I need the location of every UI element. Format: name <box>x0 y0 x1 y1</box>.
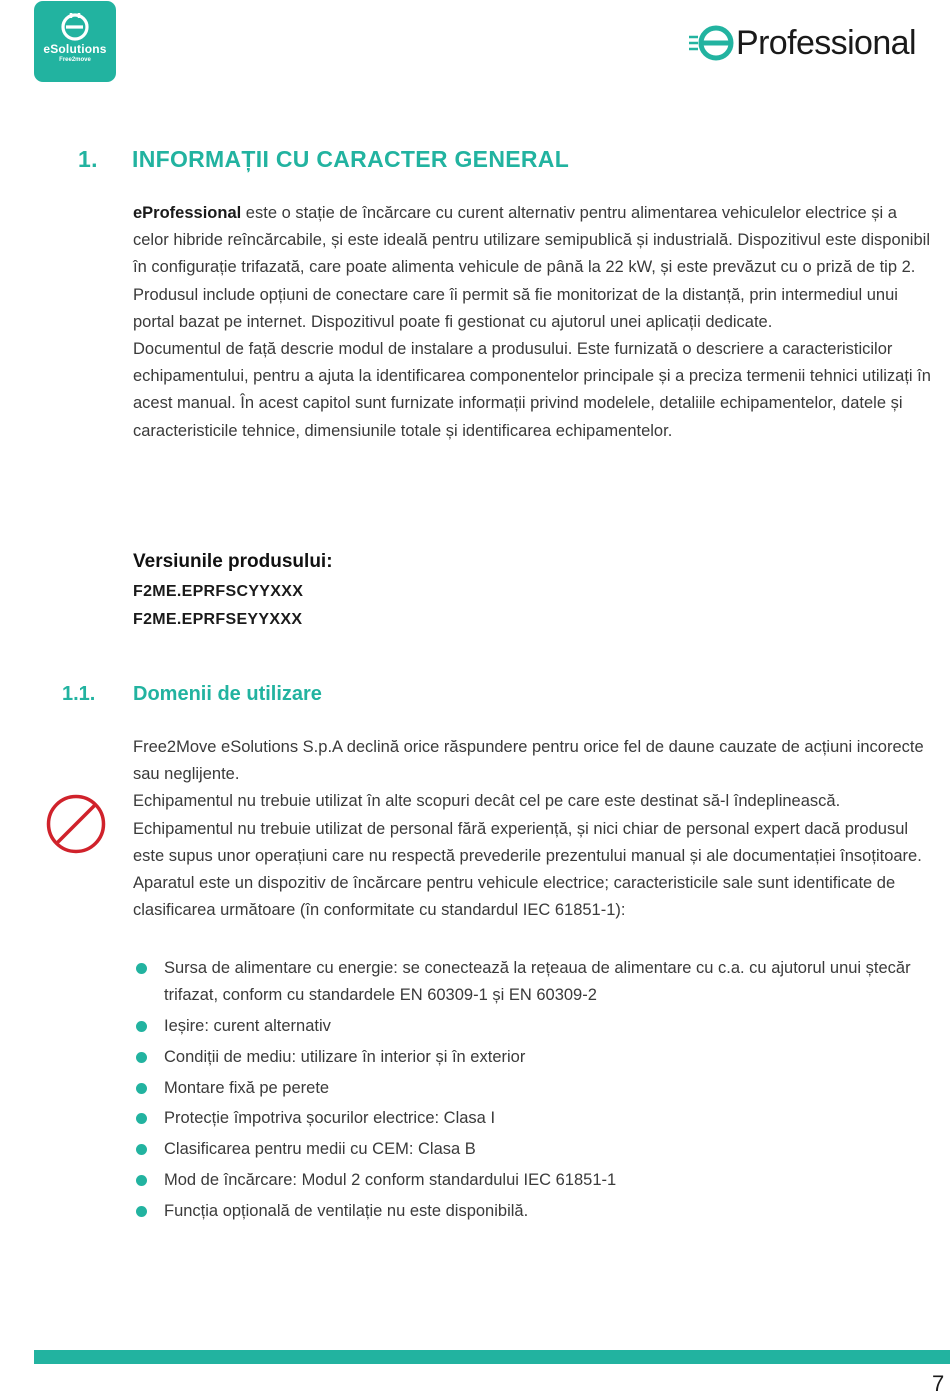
usage-text <box>133 734 933 924</box>
list-item-text: Condiții de mediu: utilizare în interior și în exterior <box>164 1047 526 1066</box>
bullet-icon <box>136 963 147 974</box>
personnel-paragraph: Echipamentul nu trebuie utilizat de personal fără experiență, și nici chiar de personal expert dacă produsul este supus unor operațiuni care nu respectă prevederile prezentului manual și ale documentației însoțitoare. <box>133 819 922 865</box>
versions-title: Versiunile produsului: <box>133 551 333 572</box>
list-item <box>133 1075 933 1102</box>
connectivity-paragraph: Produsul include opțiuni de conectare care îi permit să fie monitorizat de la distanță, prin intermediul unui portal bazat pe internet. Dispozitivul poate fi gestionat cu ajutorul unei aplicații dedicate. <box>133 285 898 331</box>
free2move-logo-text: Free2move <box>59 57 91 63</box>
list-item-text: Clasificarea pentru medii cu CEM: Clasa B <box>164 1140 476 1159</box>
classification-paragraph: Aparatul este un dispozitiv de încărcare pentru vehicule electrice; caracteristicile sale sunt identificate de clasificarea următoare (în conformitate cu standardul IEC 61851-1): <box>133 874 896 920</box>
subsection-heading <box>62 683 322 706</box>
list-item-text: Montare fixă pe perete <box>164 1078 330 1097</box>
section-heading <box>78 146 569 173</box>
section-title: INFORMAȚII CU CARACTER GENERAL <box>132 146 570 172</box>
esolutions-logo <box>34 1 116 82</box>
list-item <box>133 1044 933 1071</box>
list-item-text: Mod de încărcare: Modul 2 conform standardului IEC 61851-1 <box>164 1170 617 1189</box>
list-item-text: Protecție împotriva șocurilor electrice: Clasa I <box>164 1109 496 1128</box>
bullet-icon <box>136 1175 147 1186</box>
document-scope-paragraph: Documentul de față descrie modul de instalare a produsului. Este furnizată o descriere a caracteristicilor echipamentului, pentru a ajuta la identificarea componentelor principale și a preciza termenii tehnici utilizați în acest manual. În acest capitol sunt furnizate informații privind modelele, detaliile echipamentelor, datele și caracteristicile tehnice, dimensiunile totale și identificarea echipamentelor. <box>133 340 931 440</box>
intro-paragraph-rest: este o stație de încărcare cu curent alternativ pentru alimentarea vehiculelor electrice și a celor hibride reîncărcabile, și este ideală pentru utilizare semipublică și industrială. Dispozitivul este disponibil în configurație trifazată, care poate alimenta vehicule de până la 22 kW, și este prevăzut cu o priză de tip 2. <box>133 204 930 277</box>
bullet-icon <box>136 1206 147 1217</box>
list-item-text: Funcția opțională de ventilație nu este disponibilă. <box>164 1201 529 1220</box>
intro-paragraph <box>133 200 933 282</box>
classification-list <box>133 955 933 1229</box>
plug-e-logo-icon <box>58 11 92 41</box>
list-item-text: Sursa de alimentare cu energie: se conectează la rețeaua de alimentare cu c.a. cu ajutorul unui ștecăr trifazat, conform cu standardele EN 60309-1 și EN 60309-2 <box>164 959 911 1005</box>
product-name: eProfessional <box>133 204 242 222</box>
list-item-text: Ieșire: curent alternativ <box>164 1017 331 1035</box>
purpose-paragraph: Echipamentul nu trebuie utilizat în alte scopuri decât cel pe care este destinat să-l îndeplinească. <box>133 792 841 811</box>
intro-text <box>133 200 933 445</box>
list-item <box>133 1013 933 1040</box>
bullet-icon <box>136 1144 147 1155</box>
eprofessional-logo <box>688 20 916 66</box>
version-code: F2ME.EPRFSEYYXXX <box>133 611 303 628</box>
page-number: 7 <box>932 1371 945 1396</box>
version-code: F2ME.EPRFSCYYXXX <box>133 583 304 600</box>
liability-paragraph: Free2Move eSolutions S.p.A declină orice răspundere pentru orice fel de daune cauzate de acțiuni incorecte sau neglijente. <box>133 738 924 784</box>
bullet-icon <box>136 1083 147 1094</box>
e-plug-logo-icon <box>688 23 734 63</box>
bullet-icon <box>136 1052 147 1063</box>
footer-bar <box>34 1350 950 1364</box>
list-item <box>133 1198 933 1225</box>
list-item <box>133 955 933 1009</box>
esolutions-logo-text: eSolutions <box>43 42 107 56</box>
list-item <box>133 1105 933 1132</box>
subsection-title: Domenii de utilizare <box>133 683 322 705</box>
prohibition-icon <box>45 793 107 855</box>
list-item <box>133 1167 933 1194</box>
subsection-number: 1.1. <box>62 683 96 705</box>
bullet-icon <box>136 1113 147 1124</box>
eprofessional-logo-text: Professional <box>736 23 916 62</box>
list-item <box>133 1136 933 1163</box>
bullet-icon <box>136 1021 147 1032</box>
section-number: 1. <box>78 146 98 172</box>
